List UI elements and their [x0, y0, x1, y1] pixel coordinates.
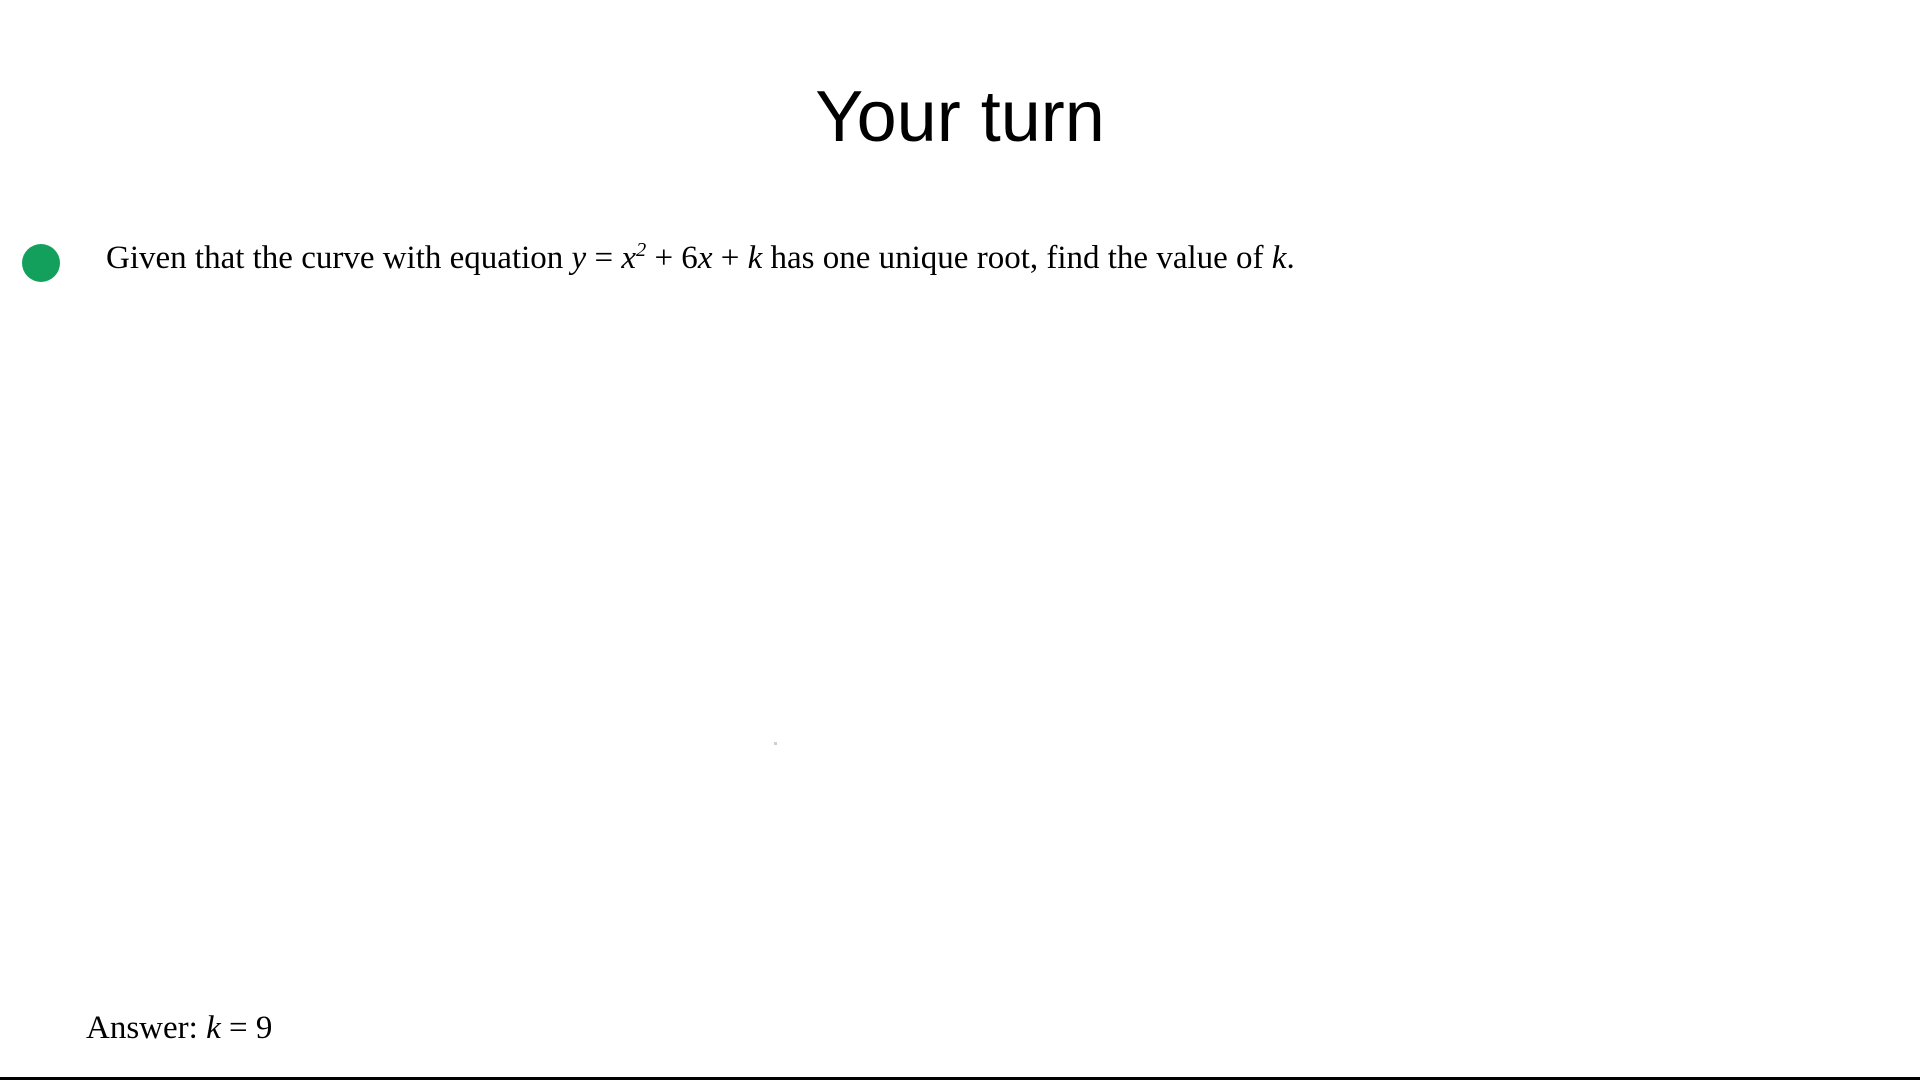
question-tail: has one unique root, find the value of	[762, 240, 1272, 276]
equation-equals: =	[586, 240, 622, 276]
answer-line	[86, 1010, 272, 1047]
question-lead: Given that the curve with equation	[106, 240, 572, 276]
equation-k: k	[747, 240, 763, 276]
question-tail-k: k	[1271, 240, 1287, 276]
answer-value: 9	[255, 1010, 273, 1046]
equation-plus: +	[712, 240, 748, 276]
equation-x: x	[621, 240, 636, 276]
question-tail-end: .	[1286, 240, 1295, 276]
question-block	[22, 238, 1880, 282]
answer-equals: =	[220, 1010, 256, 1046]
equation-x-second: x	[697, 240, 713, 276]
answer-variable: k	[206, 1010, 221, 1046]
equation-exponent: 2	[635, 239, 647, 261]
stray-dot-mark	[774, 742, 777, 745]
equation-plus-six: + 6	[646, 240, 698, 276]
question-text	[106, 238, 1295, 279]
page-title: Your turn	[815, 77, 1105, 157]
slide-bottom-rule	[0, 1074, 1920, 1080]
green-circle-bullet-icon	[22, 244, 60, 282]
answer-label: Answer:	[86, 1010, 207, 1046]
equation-y: y	[571, 240, 587, 276]
